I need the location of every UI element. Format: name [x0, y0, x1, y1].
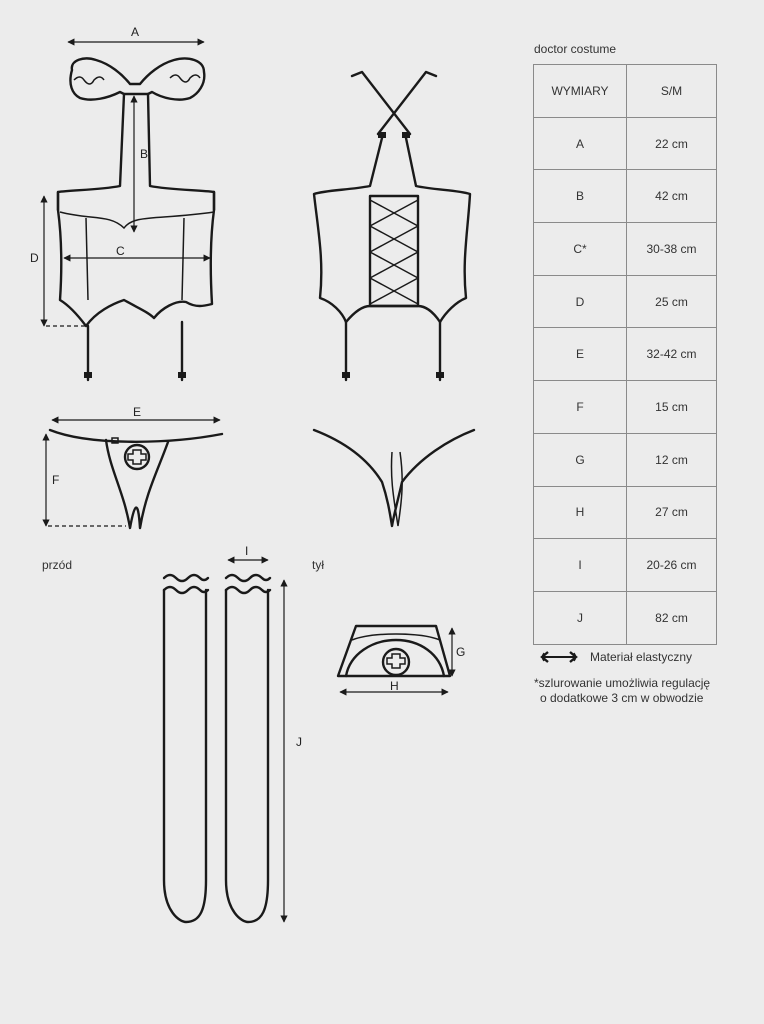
row-dimension-value: 30-38 cm [627, 223, 717, 276]
dim-label-j: J [296, 735, 302, 749]
thong-front-panel [106, 440, 168, 528]
dim-label-d: D [30, 251, 39, 265]
row-dimension-value: 42 cm [627, 170, 717, 223]
back-thong-drawing [314, 430, 474, 526]
dim-label-i: I [245, 544, 249, 558]
legend [540, 650, 692, 664]
table-row [534, 381, 717, 434]
table-row [534, 328, 717, 381]
row-dimension-code: D [534, 275, 627, 328]
table-row [534, 486, 717, 539]
dim-label-c: C [116, 244, 125, 258]
row-dimension-code: G [534, 433, 627, 486]
row-dimension-code: H [534, 486, 627, 539]
stocking-right [226, 590, 268, 922]
row-dimension-value: 27 cm [627, 486, 717, 539]
table-header-row [534, 65, 717, 118]
table-row [534, 275, 717, 328]
header-size: S/M [627, 65, 717, 118]
nurse-cap-drawing [338, 626, 465, 693]
dim-label-e: E [133, 405, 142, 419]
note-line-2: o dodatkowe 3 cm w obwodzie [540, 691, 704, 705]
legend-label: Materiał elastyczny [590, 650, 693, 664]
corset-body [58, 192, 214, 326]
caption-front: przód [42, 558, 73, 572]
row-dimension-value: 82 cm [627, 591, 717, 644]
row-dimension-value: 20-26 cm [627, 539, 717, 592]
row-dimension-value: 12 cm [627, 433, 717, 486]
halter-neck [58, 94, 214, 210]
product-title: doctor costume [534, 42, 617, 56]
row-dimension-code: A [534, 117, 627, 170]
row-dimension-value: 25 cm [627, 275, 717, 328]
row-dimension-value: 22 cm [627, 117, 717, 170]
crossed-straps [352, 72, 436, 134]
table-row [534, 170, 717, 223]
back-corset-drawing [314, 72, 470, 380]
table-row [534, 539, 717, 592]
dim-label-b: B [140, 147, 149, 161]
caption-back: tył [312, 558, 324, 572]
stocking-left [164, 590, 206, 922]
table-row [534, 223, 717, 276]
size-table [533, 64, 717, 645]
row-dimension-code: E [534, 328, 627, 381]
row-dimension-value: 32-42 cm [627, 328, 717, 381]
table-row [534, 117, 717, 170]
stockings-drawing [164, 544, 302, 922]
header-dimensions: WYMIARY [534, 65, 627, 118]
row-dimension-code: J [534, 591, 627, 644]
dim-label-f: F [52, 473, 60, 487]
row-dimension-value: 15 cm [627, 381, 717, 434]
front-thong-drawing [46, 405, 222, 528]
table-row [534, 591, 717, 644]
row-dimension-code: C* [534, 223, 627, 276]
row-dimension-code: I [534, 539, 627, 592]
adjustment-note [534, 676, 710, 706]
row-dimension-code: B [534, 170, 627, 223]
front-corset-drawing [30, 25, 214, 380]
back-body [314, 138, 470, 322]
dim-label-a: A [131, 25, 140, 39]
table-row [534, 433, 717, 486]
double-arrow-elastic-icon [540, 651, 578, 663]
collar-shape [70, 58, 204, 99]
dim-label-g: G [456, 645, 466, 659]
row-dimension-code: F [534, 381, 627, 434]
dim-label-h: H [390, 679, 399, 693]
note-line-1: *szlurowanie umożliwia regulację [534, 676, 711, 690]
